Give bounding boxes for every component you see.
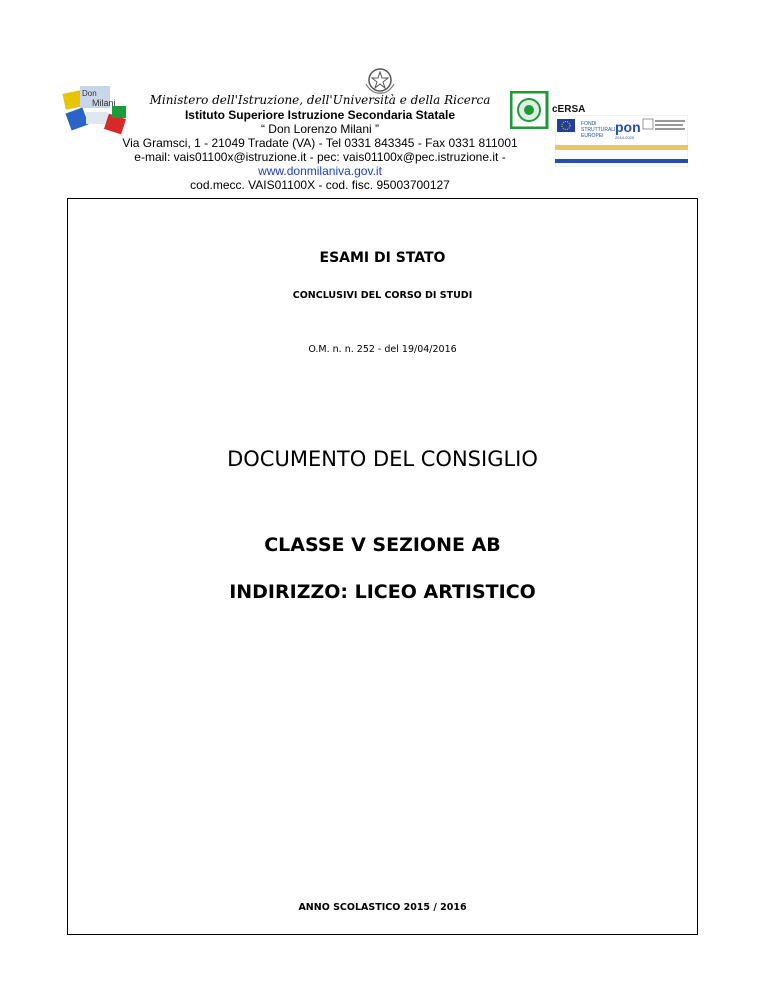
pon-label: pon: [615, 119, 641, 135]
ordinance-line: O.M. n. n. 252 - del 19/04/2016: [308, 344, 457, 355]
logo-text-milani: Milani: [92, 98, 116, 108]
school-year-line: ANNO SCOLASTICO 2015 / 2016: [298, 902, 467, 913]
contact-line: [80, 150, 560, 178]
document-frame: [67, 198, 698, 935]
exam-subtitle: CONCLUSIVI DEL CORSO DI STUDI: [292, 290, 473, 301]
website-link[interactable]: www.donmilaniva.gov.it: [258, 164, 382, 178]
address-field-line: INDIRIZZO: LICEO ARTISTICO: [229, 581, 536, 603]
pon-eu-banner: [555, 115, 688, 167]
italian-republic-emblem: [358, 66, 402, 96]
logo-text-don: Don: [82, 89, 97, 98]
address-line: Via Gramsci, 1 - 21049 Tradate (VA) - Tel 0331 843345 - Fax 0331 811001: [122, 136, 518, 150]
header-text: [80, 93, 560, 192]
pon-years: 2014-2020: [615, 135, 635, 140]
exam-title: ESAMI DI STATO: [319, 250, 446, 266]
ministry-line: Ministero dell'Istruzione, dell'Università e della Ricerca: [149, 93, 491, 107]
cersa-label: cERSA: [552, 104, 586, 115]
codes-line: cod.mecc. VAIS01100X - cod. fisc. 95003700127: [190, 178, 450, 192]
document-title: DOCUMENTO DEL CONSIGLIO: [227, 447, 538, 471]
pon-europei: EUROPEI: [581, 133, 604, 139]
pon-fondi: FONDI: [581, 121, 597, 127]
pon-strutturali: STRUTTURALI: [581, 127, 616, 133]
class-line: CLASSE V SEZIONE AB: [264, 534, 501, 556]
email-text: e-mail: vais01100x@istruzione.it - pec: vais01100x@pec.istruzione.it -: [134, 150, 506, 164]
eu-flag-icon: [557, 119, 575, 132]
school-subname: “ Don Lorenzo Milani ”: [260, 122, 380, 136]
school-name: Istituto Superiore Istruzione Secondaria Statale: [184, 108, 456, 122]
